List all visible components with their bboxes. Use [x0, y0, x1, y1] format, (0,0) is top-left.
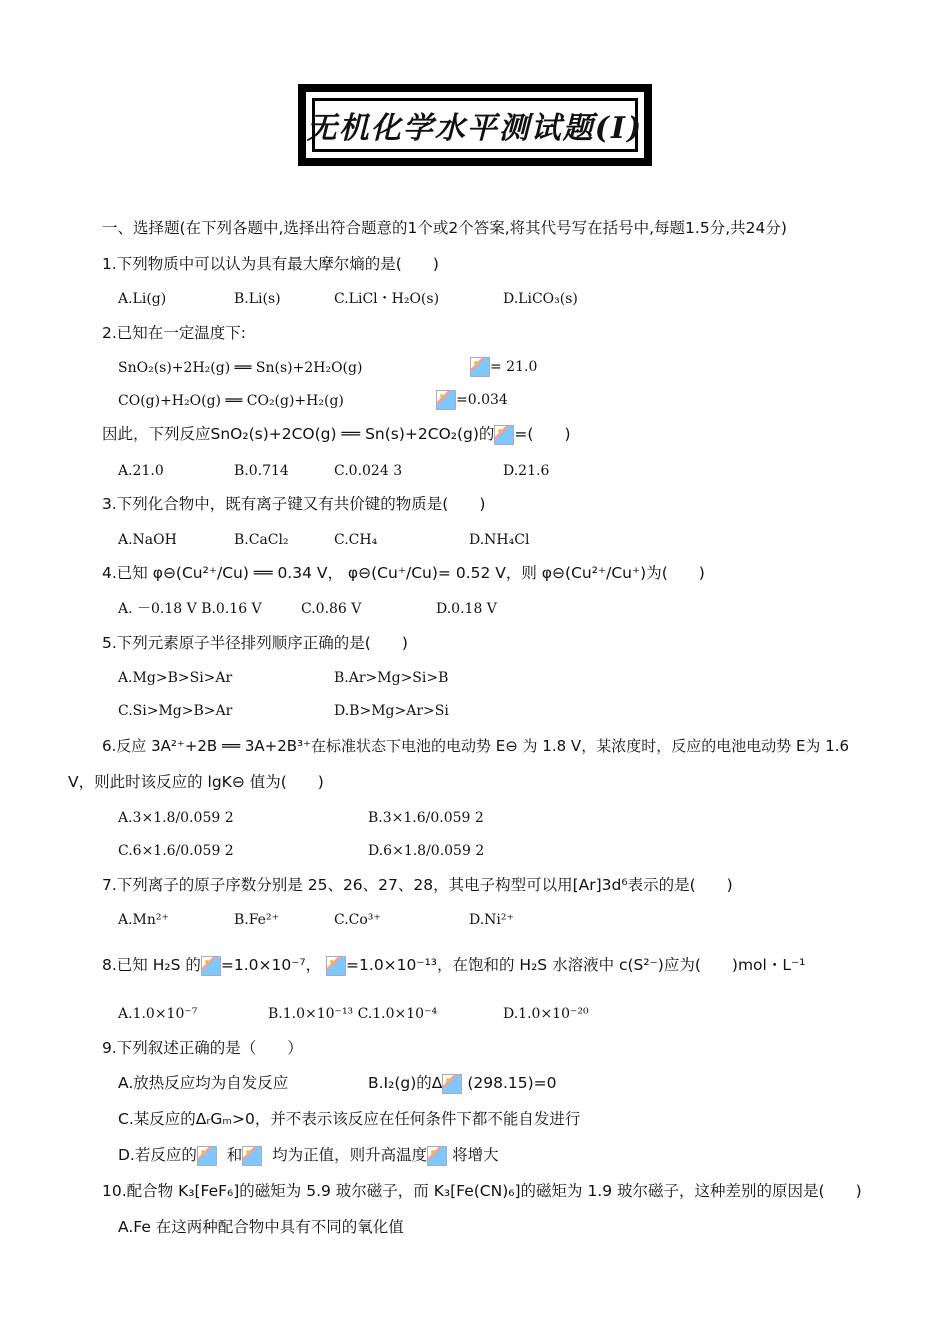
q4-option-d: D.0.18 V [436, 601, 497, 617]
q4-option-c: C.0.86 V [301, 601, 362, 617]
ka1-image-icon [201, 956, 221, 976]
section-heading: 一、选择题(在下列各题中,选择出符合题意的1个或2个答案,将其代号写在括号中,每题1.5分,共24分) [102, 219, 787, 237]
q7-option-a: A.Mn²⁺ [118, 912, 169, 928]
q3-option-a: A.NaOH [118, 532, 177, 548]
q9-option-c: C.某反应的ΔᵣGₘ>0，并不表示该反应在任何条件下都不能自发进行 [118, 1110, 581, 1128]
question-10-stem: 10.配合物 K₃[FeF₆]的磁矩为 5.9 玻尔磁子，而 K₃[Fe(CN)₆]的磁矩为 1.9 玻尔磁子，这种差别的原因是( ) [102, 1182, 862, 1200]
q8-option-a: A.1.0×10⁻⁷ [118, 1006, 198, 1022]
q4-option-ab: A. －0.18 V B.0.16 V [118, 601, 262, 617]
q3-option-d: D.NH₄Cl [469, 532, 530, 548]
enthalpy-image-icon [197, 1146, 217, 1166]
q7-option-b: B.Fe²⁺ [234, 912, 279, 928]
equilibrium-constant-image-icon [436, 390, 456, 410]
q2-option-b: B.0.714 [234, 463, 289, 479]
q2-ask: 因此，下列反应SnO₂(s)+2CO(g) ══ Sn(s)+2CO₂(g)的 =( ) [102, 425, 571, 443]
ka2-image-icon [326, 956, 346, 976]
question-2-stem: 2.已知在一定温度下: [102, 324, 247, 342]
q1-option-d: D.LiCO₃(s) [503, 291, 578, 307]
q10-option-a: A.Fe 在这两种配合物中具有不同的氧化值 [118, 1218, 404, 1236]
q3-option-c: C.CH₄ [334, 532, 378, 548]
question-5-stem: 5.下列元素原子半径排列顺序正确的是( ) [102, 634, 408, 652]
q9-option-a: A.放热反应均为自发反应 [118, 1074, 289, 1092]
q2-k2: =0.034 [436, 390, 508, 410]
thermo-symbol-image-icon [442, 1074, 462, 1094]
q5-option-d: D.B>Mg>Ar>Si [334, 703, 449, 719]
question-6-stem-line2: V，则此时该反应的 lgK⊖ 值为( ) [68, 773, 324, 791]
q2-option-a: A.21.0 [118, 463, 164, 479]
page-title: 无机化学水平测试题(Ⅰ) [306, 111, 644, 146]
q8-option-d: D.1.0×10⁻²⁰ [503, 1006, 589, 1022]
q6-option-b: B.3×1.6/0.059 2 [368, 810, 484, 826]
q2-option-d: D.21.6 [503, 463, 550, 479]
q1-option-b: B.Li(s) [234, 291, 281, 307]
q2-reaction-2: CO(g)+H₂O(g) ══ CO₂(g)+H₂(g) [118, 393, 344, 409]
gibbs-image-icon [427, 1146, 447, 1166]
q8-option-bc: B.1.0×10⁻¹³ C.1.0×10⁻⁴ [268, 1006, 438, 1022]
q1-option-c: C.LiCl・H₂O(s) [334, 291, 440, 307]
q2-reaction-1: SnO₂(s)+2H₂(g) ══ Sn(s)+2H₂O(g) [118, 360, 363, 376]
q9-option-b: B.I₂(g)的Δ (298.15)=0 [368, 1074, 557, 1092]
entropy-image-icon [242, 1146, 262, 1166]
title-box [298, 84, 652, 166]
question-3-stem: 3.下列化合物中，既有离子键又有共价键的物质是( ) [102, 495, 486, 513]
equilibrium-constant-image-icon [470, 357, 490, 377]
q9-option-d: D.若反应的 和 均为正值，则升高温度 将增大 [118, 1146, 499, 1164]
q6-option-a: A.3×1.8/0.059 2 [118, 810, 234, 826]
question-7-stem: 7.下列离子的原子序数分别是 25、26、27、28，其电子构型可以用[Ar]3d⁶表示的是( ) [102, 876, 733, 894]
equilibrium-constant-image-icon [494, 425, 514, 445]
q5-option-b: B.Ar>Mg>Si>B [334, 670, 449, 686]
question-9-stem: 9.下列叙述正确的是（ ） [102, 1039, 303, 1057]
question-6-stem-line1: 6.反应 3A²⁺+2B ══ 3A+2B³⁺在标准状态下电池的电动势 E⊖ 为 1.8 V，某浓度时，反应的电池电动势 E为 1.6 [102, 737, 850, 755]
q6-option-d: D.6×1.8/0.059 2 [368, 843, 485, 859]
q7-option-d: D.Ni²⁺ [469, 912, 514, 928]
q3-option-b: B.CaCl₂ [234, 532, 289, 548]
q1-option-a: A.Li(g) [118, 291, 167, 307]
q5-option-c: C.Si>Mg>B>Ar [118, 703, 233, 719]
q6-option-c: C.6×1.6/0.059 2 [118, 843, 234, 859]
q2-option-c: C.0.024 3 [334, 463, 403, 479]
question-4-stem: 4.已知 φ⊖(Cu²⁺/Cu) ══ 0.34 V， φ⊖(Cu⁺/Cu)= 0.52 V，则 φ⊖(Cu²⁺/Cu⁺)为( ) [102, 564, 705, 582]
question-1-stem: 1.下列物质中可以认为具有最大摩尔熵的是( ) [102, 255, 439, 273]
question-8-stem: 8.已知 H₂S 的 =1.0×10⁻⁷， =1.0×10⁻¹³，在饱和的 H₂S 水溶液中 c(S²⁻)应为( )mol・L⁻¹ [102, 956, 806, 974]
q2-k1: = 21.0 [470, 357, 537, 377]
q7-option-c: C.Co³⁺ [334, 912, 381, 928]
q5-option-a: A.Mg>B>Si>Ar [118, 670, 233, 686]
